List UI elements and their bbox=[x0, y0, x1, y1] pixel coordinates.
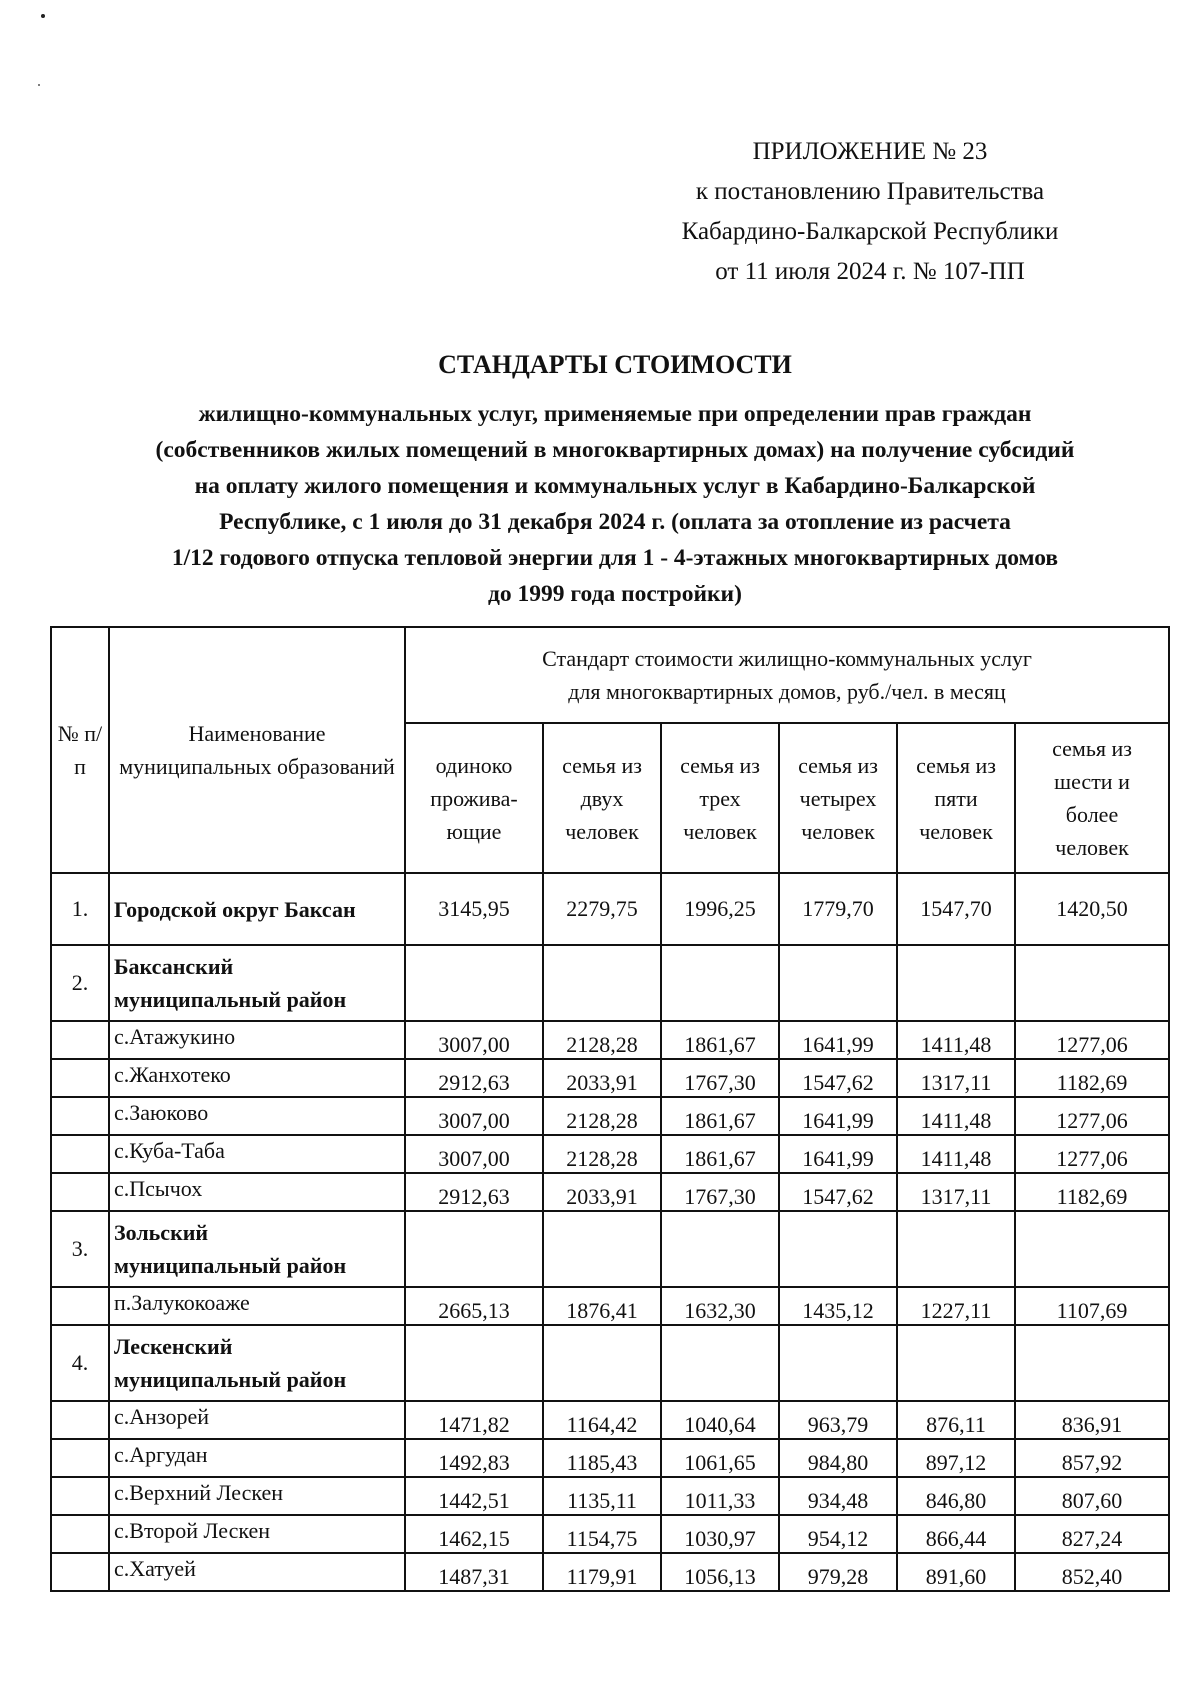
cost-value bbox=[661, 1325, 779, 1401]
cost-value: 2033,91 bbox=[543, 1059, 661, 1097]
subtitle-line: жилищно-коммунальных услуг, применяемые при определении прав граждан bbox=[198, 401, 1032, 427]
header-col-line: семья из bbox=[916, 752, 996, 778]
cost-value bbox=[779, 945, 897, 1021]
cost-value: 1135,11 bbox=[543, 1477, 661, 1515]
municipality-name: с.Псычох bbox=[109, 1173, 405, 1211]
municipality-name: Городской округ Баксан bbox=[109, 873, 405, 945]
cost-value: 1030,97 bbox=[661, 1515, 779, 1553]
table-row bbox=[51, 1097, 1169, 1135]
table-row bbox=[51, 1021, 1169, 1059]
annex-block bbox=[640, 132, 1100, 292]
header-col-line: одиноко bbox=[435, 752, 513, 778]
row-number bbox=[51, 1135, 109, 1173]
header-col-line: человек bbox=[801, 818, 875, 844]
cost-value: 891,60 bbox=[897, 1553, 1015, 1591]
municipality-name-line: Баксанский bbox=[114, 954, 234, 979]
header-col-line: семья из bbox=[798, 752, 878, 778]
header-col-line: человек bbox=[683, 818, 757, 844]
header-col-line: шести и bbox=[1054, 769, 1130, 794]
cost-value: 897,12 bbox=[897, 1439, 1015, 1477]
document-title: СТАНДАРТЫ СТОИМОСТИ bbox=[438, 350, 792, 379]
table-row-district bbox=[51, 1211, 1169, 1287]
cost-value bbox=[661, 1211, 779, 1287]
cost-value bbox=[1015, 1325, 1169, 1401]
row-number bbox=[51, 1515, 109, 1553]
table-row-district bbox=[51, 945, 1169, 1021]
cost-value: 2912,63 bbox=[405, 1059, 543, 1097]
cost-value: 1154,75 bbox=[543, 1515, 661, 1553]
header-num bbox=[51, 627, 109, 873]
cost-value bbox=[405, 945, 543, 1021]
cost-value: 1547,70 bbox=[897, 873, 1015, 945]
cost-value: 866,44 bbox=[897, 1515, 1015, 1553]
municipality-name: с.Хатуей bbox=[109, 1553, 405, 1591]
cost-value: 1641,99 bbox=[779, 1021, 897, 1059]
annex-republic: Кабардино-Балкарской Республики bbox=[681, 218, 1059, 245]
cost-value: 827,24 bbox=[1015, 1515, 1169, 1553]
header-name bbox=[109, 627, 405, 873]
table-body bbox=[51, 873, 1169, 1591]
cost-value: 1487,31 bbox=[405, 1553, 543, 1591]
header-col bbox=[405, 723, 543, 873]
cost-value: 2128,28 bbox=[543, 1097, 661, 1135]
table-row bbox=[51, 1401, 1169, 1439]
header-col-line: четырех bbox=[799, 785, 877, 811]
cost-value: 1179,91 bbox=[543, 1553, 661, 1591]
table-row-district bbox=[51, 1325, 1169, 1401]
subtitle-line: Республике, с 1 июля до 31 декабря 2024 г. (оплата за отопление из расчета bbox=[219, 509, 1011, 535]
header-col-line: прожива- bbox=[430, 785, 518, 811]
cost-value: 1442,51 bbox=[405, 1477, 543, 1515]
cost-value bbox=[405, 1325, 543, 1401]
cost-value: 1547,62 bbox=[779, 1059, 897, 1097]
cost-value: 1779,70 bbox=[779, 873, 897, 945]
subtitle-line: на оплату жилого помещения и коммунальных услуг в Кабардино-Балкарской bbox=[194, 473, 1036, 499]
row-number bbox=[51, 1021, 109, 1059]
cost-value bbox=[897, 1211, 1015, 1287]
header-col bbox=[779, 723, 897, 873]
row-number bbox=[51, 1553, 109, 1591]
cost-value: 1182,69 bbox=[1015, 1059, 1169, 1097]
municipality-name: с.Аргудан bbox=[109, 1439, 405, 1477]
cost-value: 1641,99 bbox=[779, 1097, 897, 1135]
cost-value: 807,60 bbox=[1015, 1477, 1169, 1515]
row-number bbox=[51, 1401, 109, 1439]
cost-value: 1462,15 bbox=[405, 1515, 543, 1553]
municipality-name bbox=[109, 1211, 405, 1287]
header-col bbox=[897, 723, 1015, 873]
standards-table bbox=[50, 626, 1170, 1592]
header-col-line: трех bbox=[699, 785, 741, 811]
subtitle-line: до 1999 года постройки) bbox=[488, 581, 742, 607]
cost-value: 1861,67 bbox=[661, 1097, 779, 1135]
table-row bbox=[51, 1287, 1169, 1325]
cost-value: 1767,30 bbox=[661, 1173, 779, 1211]
table-row bbox=[51, 1515, 1169, 1553]
table-row-district bbox=[51, 873, 1169, 945]
header-col-line: семья из bbox=[680, 752, 760, 778]
annex-decree: к постановлению Правительства bbox=[695, 178, 1045, 205]
cost-value: 1056,13 bbox=[661, 1553, 779, 1591]
table-row bbox=[51, 1059, 1169, 1097]
municipality-name-line: муниципальный район bbox=[114, 1253, 347, 1278]
table-header bbox=[51, 627, 1169, 873]
cost-value bbox=[543, 945, 661, 1021]
cost-value bbox=[779, 1211, 897, 1287]
cost-value: 3007,00 bbox=[405, 1135, 543, 1173]
subtitle-line: (собственников жилых помещений в многоквартирных домах) на получение субсидий bbox=[155, 437, 1075, 463]
cost-value: 1227,11 bbox=[897, 1287, 1015, 1325]
cost-value: 1861,67 bbox=[661, 1135, 779, 1173]
cost-value bbox=[543, 1211, 661, 1287]
cost-value: 1317,11 bbox=[897, 1059, 1015, 1097]
cost-value: 2279,75 bbox=[543, 873, 661, 945]
cost-value: 846,80 bbox=[897, 1477, 1015, 1515]
table-row bbox=[51, 1173, 1169, 1211]
row-number: 3. bbox=[51, 1211, 109, 1287]
cost-value: 2912,63 bbox=[405, 1173, 543, 1211]
cost-value: 979,28 bbox=[779, 1553, 897, 1591]
header-col-line: ющие bbox=[446, 818, 502, 844]
row-number bbox=[51, 1477, 109, 1515]
table-row bbox=[51, 1439, 1169, 1477]
cost-value: 1061,65 bbox=[661, 1439, 779, 1477]
row-number bbox=[51, 1173, 109, 1211]
municipality-name: с.Куба-Таба bbox=[109, 1135, 405, 1173]
cost-value: 1767,30 bbox=[661, 1059, 779, 1097]
header-num-text: № п/п bbox=[57, 721, 103, 779]
municipality-name bbox=[109, 1325, 405, 1401]
municipality-name: п.Залукокоаже bbox=[109, 1287, 405, 1325]
municipality-name: с.Атажукино bbox=[109, 1021, 405, 1059]
cost-value: 1492,83 bbox=[405, 1439, 543, 1477]
cost-value bbox=[543, 1325, 661, 1401]
cost-value: 2033,91 bbox=[543, 1173, 661, 1211]
cost-value: 1876,41 bbox=[543, 1287, 661, 1325]
cost-value bbox=[897, 945, 1015, 1021]
cost-value: 3007,00 bbox=[405, 1021, 543, 1059]
header-col-line: семья из bbox=[562, 752, 642, 778]
header-col-line: человек bbox=[1055, 835, 1129, 860]
cost-value: 857,92 bbox=[1015, 1439, 1169, 1477]
cost-value bbox=[779, 1325, 897, 1401]
cost-value: 2128,28 bbox=[543, 1021, 661, 1059]
row-number: 4. bbox=[51, 1325, 109, 1401]
scan-speck bbox=[38, 84, 40, 86]
document-subtitle bbox=[60, 396, 1170, 612]
header-group-line: Стандарт стоимости жилищно-коммунальных услуг bbox=[542, 646, 1032, 671]
cost-value: 1182,69 bbox=[1015, 1173, 1169, 1211]
cost-value: 852,40 bbox=[1015, 1553, 1169, 1591]
row-number: 1. bbox=[51, 873, 109, 945]
cost-value: 876,11 bbox=[897, 1401, 1015, 1439]
header-col-line: человек bbox=[565, 818, 639, 844]
municipality-name: с.Анзорей bbox=[109, 1401, 405, 1439]
table-row bbox=[51, 1135, 1169, 1173]
cost-value: 1471,82 bbox=[405, 1401, 543, 1439]
cost-value bbox=[897, 1325, 1015, 1401]
cost-value: 2665,13 bbox=[405, 1287, 543, 1325]
row-number bbox=[51, 1059, 109, 1097]
cost-value bbox=[661, 945, 779, 1021]
cost-value: 1185,43 bbox=[543, 1439, 661, 1477]
municipality-name-line: муниципальный район bbox=[114, 987, 347, 1012]
municipality-name-line: муниципальный район bbox=[114, 1367, 347, 1392]
header-col bbox=[1015, 723, 1169, 873]
table-row bbox=[51, 1553, 1169, 1591]
cost-value: 1547,62 bbox=[779, 1173, 897, 1211]
cost-value: 1277,06 bbox=[1015, 1021, 1169, 1059]
cost-value: 1435,12 bbox=[779, 1287, 897, 1325]
cost-value: 1996,25 bbox=[661, 873, 779, 945]
row-number: 2. bbox=[51, 945, 109, 1021]
cost-value: 1632,30 bbox=[661, 1287, 779, 1325]
cost-value: 1011,33 bbox=[661, 1477, 779, 1515]
annex-date: от 11 июля 2024 г. № 107-ПП bbox=[715, 258, 1025, 285]
cost-value: 2128,28 bbox=[543, 1135, 661, 1173]
municipality-name: с.Заюково bbox=[109, 1097, 405, 1135]
cost-value: 1411,48 bbox=[897, 1097, 1015, 1135]
cost-value: 1277,06 bbox=[1015, 1097, 1169, 1135]
header-group bbox=[405, 627, 1169, 723]
municipality-name: с.Второй Лескен bbox=[109, 1515, 405, 1553]
municipality-name: с.Жанхотеко bbox=[109, 1059, 405, 1097]
table-row bbox=[51, 1477, 1169, 1515]
header-col-line: пяти bbox=[934, 785, 978, 811]
header-col bbox=[543, 723, 661, 873]
cost-value: 1411,48 bbox=[897, 1135, 1015, 1173]
municipality-name-line: Зольский bbox=[114, 1220, 209, 1245]
cost-value: 1107,69 bbox=[1015, 1287, 1169, 1325]
row-number bbox=[51, 1287, 109, 1325]
municipality-name-line: Лескенский bbox=[114, 1334, 233, 1359]
cost-value: 1317,11 bbox=[897, 1173, 1015, 1211]
header-col-line: семья из bbox=[1052, 736, 1132, 761]
cost-value: 3145,95 bbox=[405, 873, 543, 945]
cost-value: 1040,64 bbox=[661, 1401, 779, 1439]
cost-value: 984,80 bbox=[779, 1439, 897, 1477]
cost-value: 954,12 bbox=[779, 1515, 897, 1553]
cost-value: 836,91 bbox=[1015, 1401, 1169, 1439]
header-col-line: человек bbox=[919, 818, 993, 844]
scan-speck bbox=[41, 14, 45, 18]
header-col bbox=[661, 723, 779, 873]
cost-value: 1420,50 bbox=[1015, 873, 1169, 945]
annex-number: ПРИЛОЖЕНИЕ № 23 bbox=[752, 138, 988, 165]
municipality-name bbox=[109, 945, 405, 1021]
header-group-line: для многоквартирных домов, руб./чел. в месяц bbox=[568, 679, 1006, 704]
cost-value bbox=[1015, 945, 1169, 1021]
cost-value bbox=[405, 1211, 543, 1287]
header-col-line: двух bbox=[580, 785, 624, 811]
cost-value: 963,79 bbox=[779, 1401, 897, 1439]
cost-value bbox=[1015, 1211, 1169, 1287]
cost-value: 1411,48 bbox=[897, 1021, 1015, 1059]
cost-value: 3007,00 bbox=[405, 1097, 543, 1135]
row-number bbox=[51, 1097, 109, 1135]
subtitle-line: 1/12 годового отпуска тепловой энергии для 1 - 4-этажных многоквартирных домов bbox=[171, 545, 1059, 571]
cost-value: 1861,67 bbox=[661, 1021, 779, 1059]
cost-value: 934,48 bbox=[779, 1477, 897, 1515]
cost-value: 1164,42 bbox=[543, 1401, 661, 1439]
municipality-name: с.Верхний Лескен bbox=[109, 1477, 405, 1515]
row-number bbox=[51, 1439, 109, 1477]
cost-value: 1641,99 bbox=[779, 1135, 897, 1173]
header-col-line: более bbox=[1065, 802, 1119, 827]
header-name-text: Наименование муниципальных образований bbox=[119, 721, 395, 779]
cost-value: 1277,06 bbox=[1015, 1135, 1169, 1173]
